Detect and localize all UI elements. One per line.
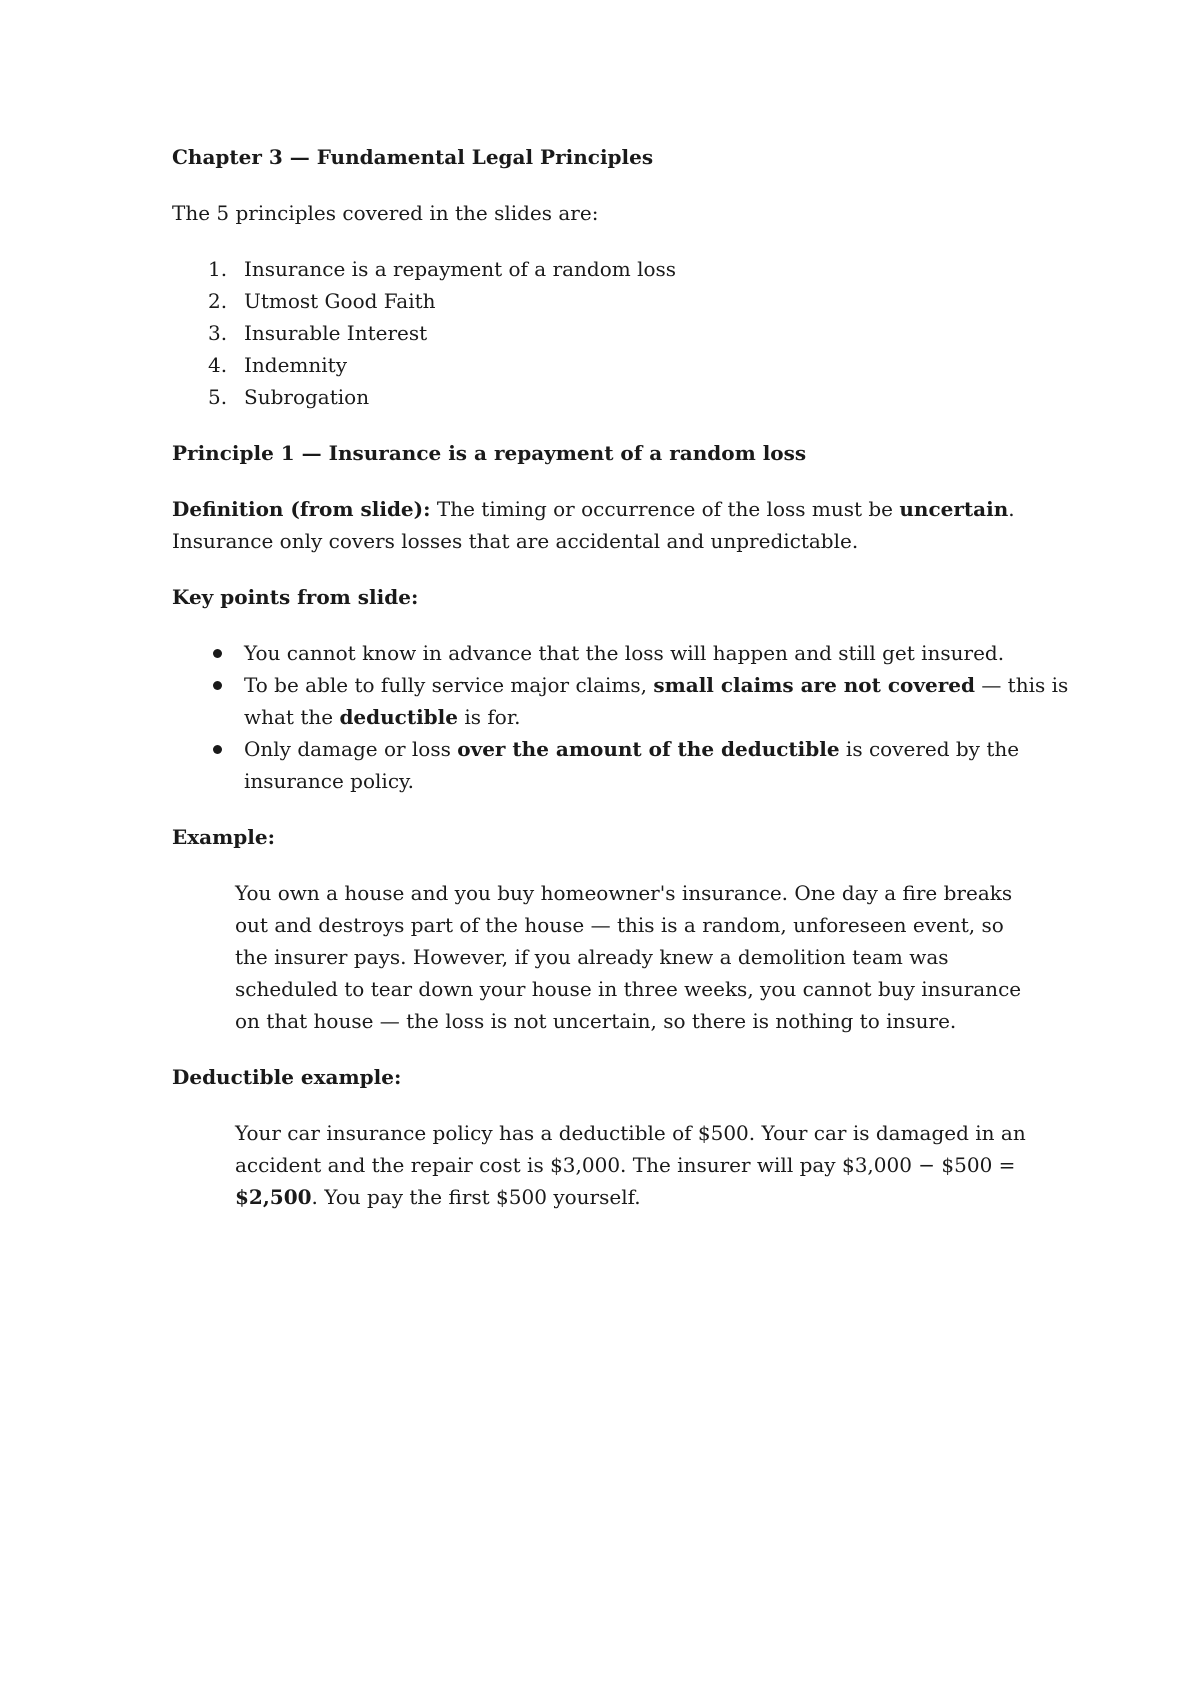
list-number: 3. (208, 321, 228, 345)
list-item-text: Subrogation (244, 385, 370, 409)
list-number: 2. (208, 289, 228, 313)
list-item-text: Only damage or loss (244, 737, 458, 761)
principles-list (172, 253, 1102, 413)
definition-bold: uncertain (899, 497, 1009, 521)
intro-text: The 5 principles covered in the slides are: (172, 201, 599, 225)
principle-1-heading: Principle 1 — Insurance is a repayment of a random loss (172, 441, 807, 465)
deductible-text: Your car insurance policy has a deductible of $500. Your car is damaged in an accident and the repair cost is $3,000. The insurer will pay $3,000 − $500 = (235, 1121, 1026, 1177)
bullet-icon (213, 745, 222, 754)
key-points-list (172, 637, 1102, 797)
list-item-text: Insurance is a repayment of a random loss (244, 257, 677, 281)
list-number: 5. (208, 385, 228, 409)
list-item (172, 285, 1102, 317)
list-item-text: Insurable Interest (244, 321, 428, 345)
list-item-bold: small claims are not covered (653, 673, 975, 697)
definition-paragraph (172, 493, 1102, 557)
list-number: 4. (208, 353, 228, 377)
list-item-text: is for. (458, 705, 521, 729)
definition-label: Definition (from slide): (172, 497, 431, 521)
bullet-icon (213, 649, 222, 658)
list-item-text: You cannot know in advance that the loss will happen and still get insured. (244, 641, 1005, 665)
list-item (172, 317, 1102, 349)
list-item (172, 733, 1102, 797)
list-item (172, 381, 1102, 413)
definition-text: . Insurance only covers losses that are accidental and unpredictable. (172, 497, 1015, 553)
deductible-text: . You pay the first $500 yourself. (311, 1185, 641, 1209)
list-item-bold: over the amount of the deductible (457, 737, 840, 761)
document-page (172, 141, 1102, 1237)
deductible-bold: $2,500 (235, 1185, 312, 1209)
deductible-example-paragraph (235, 1117, 1035, 1213)
example-heading: Example: (172, 825, 275, 849)
list-item-bold: deductible (339, 705, 458, 729)
list-item-text: Indemnity (244, 353, 347, 377)
list-item-text: — this is what the (244, 673, 1069, 729)
list-item (172, 253, 1102, 285)
deductible-example-heading: Deductible example: (172, 1065, 402, 1089)
example-paragraph: You own a house and you buy homeowner's insurance. One day a fire breaks out and destroys part of the house — this is a random, unforeseen event, so the insurer pays. However, if you already knew a demolition team was scheduled to tear down your house in three weeks, you cannot buy insurance on that house — the loss is not uncertain, so there is nothing to insure. (235, 881, 1022, 1033)
list-item-text: Utmost Good Faith (244, 289, 436, 313)
page-title: Chapter 3 — Fundamental Legal Principles (172, 145, 654, 169)
bullet-icon (213, 681, 222, 690)
list-item (172, 349, 1102, 381)
definition-text: The timing or occurrence of the loss must be (430, 497, 900, 521)
list-number: 1. (208, 257, 228, 281)
list-item (172, 669, 1102, 733)
key-points-heading: Key points from slide: (172, 585, 419, 609)
list-item (172, 637, 1102, 669)
list-item-text: is covered by the insurance policy. (244, 737, 1020, 793)
list-item-text: To be able to fully service major claims, (244, 673, 654, 697)
